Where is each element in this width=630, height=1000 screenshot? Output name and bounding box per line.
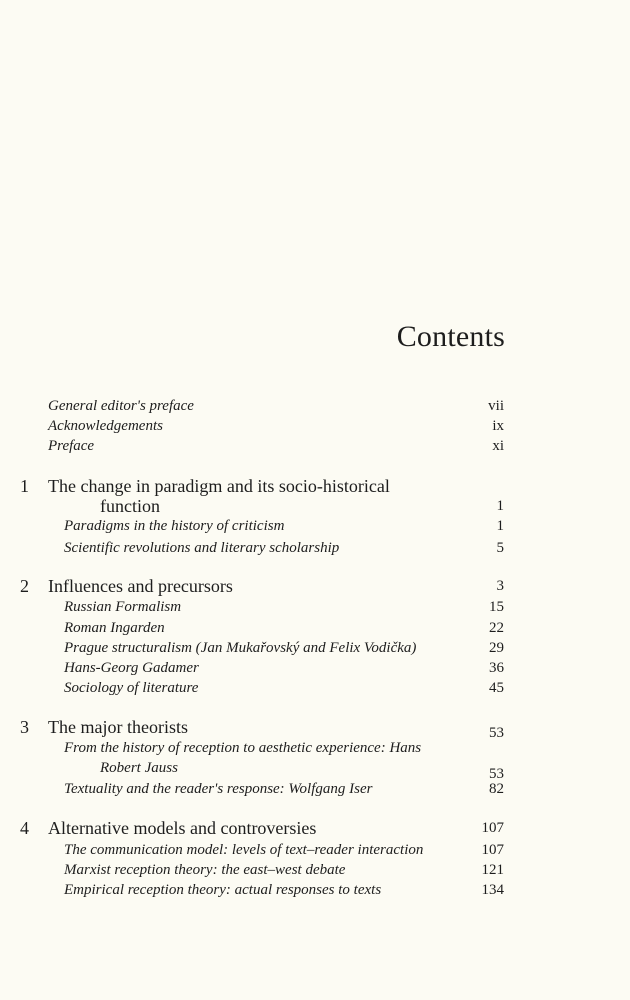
toc-section[interactable] bbox=[0, 597, 630, 617]
section-page: 121 bbox=[481, 862, 504, 878]
toc-entry[interactable] bbox=[0, 396, 630, 416]
section-page: 29 bbox=[489, 640, 504, 656]
toc-section[interactable] bbox=[0, 880, 630, 900]
page-title: Contents bbox=[396, 320, 505, 354]
section-page: 36 bbox=[489, 660, 504, 676]
section-label: The communication model: levels of text–reader interaction bbox=[64, 842, 424, 858]
chapter-page: 3 bbox=[496, 578, 504, 594]
show-through-text bbox=[330, 58, 334, 74]
toc-section[interactable] bbox=[0, 779, 630, 799]
chapter-title: The change in paradigm and its socio-historical bbox=[48, 476, 390, 496]
section-page: 15 bbox=[489, 599, 504, 615]
chapter-heading[interactable] bbox=[0, 576, 630, 596]
section-page: 5 bbox=[496, 540, 504, 556]
toc-section[interactable] bbox=[0, 658, 630, 678]
section-page: 22 bbox=[489, 620, 504, 636]
toc-section[interactable] bbox=[0, 840, 630, 860]
chapter-title: Alternative models and controversies bbox=[48, 818, 317, 838]
entry-label: General editor's preface bbox=[48, 398, 194, 414]
section-label: Russian Formalism bbox=[64, 599, 182, 615]
toc-section[interactable] bbox=[0, 738, 630, 758]
section-label: From the history of reception to aesthetic experience: Hans bbox=[64, 740, 422, 756]
entry-page: ix bbox=[492, 418, 504, 434]
chapter-heading[interactable] bbox=[0, 476, 630, 496]
toc-section[interactable] bbox=[0, 860, 630, 880]
section-page: 134 bbox=[481, 882, 504, 898]
section-label: Sociology of literature bbox=[64, 680, 199, 696]
chapter-heading-continued[interactable] bbox=[0, 496, 630, 516]
toc-section[interactable] bbox=[0, 678, 630, 698]
entry-page: xi bbox=[492, 438, 504, 454]
section-label: Marxist reception theory: the east–west debate bbox=[64, 862, 346, 878]
toc-section[interactable] bbox=[0, 618, 630, 638]
section-label: Textuality and the reader's response: Wolfgang Iser bbox=[64, 781, 373, 797]
section-page: 53 bbox=[489, 766, 504, 782]
section-label: Empirical reception theory: actual responses to texts bbox=[64, 882, 382, 898]
chapter-number: 2 bbox=[20, 576, 29, 596]
toc-entry[interactable] bbox=[0, 436, 630, 456]
entry-label: Acknowledgements bbox=[48, 418, 163, 434]
section-page: 1 bbox=[496, 518, 504, 534]
toc-section[interactable] bbox=[0, 638, 630, 658]
toc-section[interactable] bbox=[0, 538, 630, 558]
chapter-number: 4 bbox=[20, 818, 29, 838]
chapter-title: Influences and precursors bbox=[48, 576, 233, 596]
section-page: 82 bbox=[489, 781, 504, 797]
section-label: Roman Ingarden bbox=[64, 620, 165, 636]
chapter-heading[interactable] bbox=[0, 717, 630, 741]
chapter-title: The major theorists bbox=[48, 717, 188, 737]
section-label-line2: Robert Jauss bbox=[100, 760, 178, 776]
section-page: 45 bbox=[489, 680, 504, 696]
entry-page: vii bbox=[488, 398, 504, 414]
section-page: 107 bbox=[481, 842, 504, 858]
chapter-title-line2: function bbox=[100, 496, 160, 516]
chapter-heading[interactable] bbox=[0, 818, 630, 838]
toc-entry[interactable] bbox=[0, 416, 630, 436]
chapter-number: 3 bbox=[20, 717, 29, 737]
chapter-page: 107 bbox=[481, 820, 504, 836]
entry-label: Preface bbox=[48, 438, 95, 454]
section-label: Scientific revolutions and literary scholarship bbox=[64, 540, 340, 556]
chapter-number: 1 bbox=[20, 476, 29, 496]
chapter-page: 1 bbox=[496, 498, 504, 514]
toc-section-continued[interactable] bbox=[0, 758, 630, 782]
section-label: Paradigms in the history of criticism bbox=[64, 518, 285, 534]
section-label: Prague structuralism (Jan Mukařovský and Felix Vodička) bbox=[64, 640, 417, 656]
section-label: Hans-Georg Gadamer bbox=[64, 660, 199, 676]
chapter-page: 53 bbox=[489, 725, 504, 741]
toc-section[interactable] bbox=[0, 516, 630, 536]
